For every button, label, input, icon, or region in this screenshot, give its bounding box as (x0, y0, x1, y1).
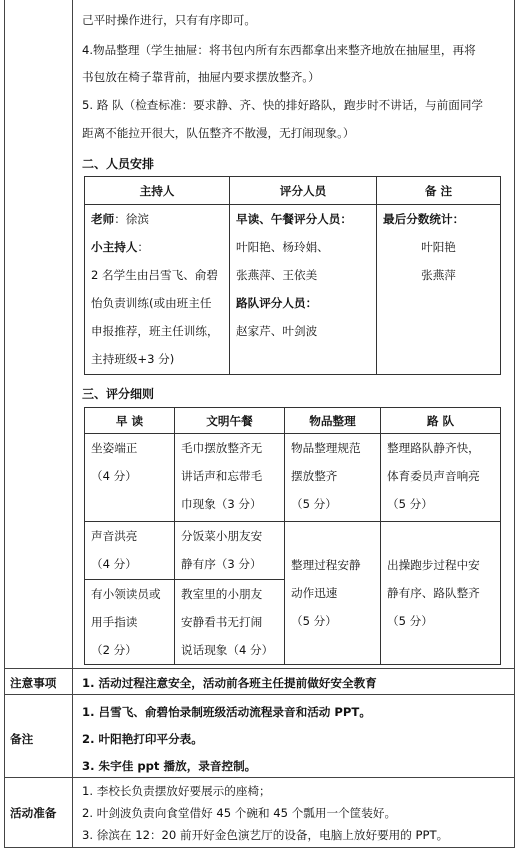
remarks-item: 1. 吕雪飞、俞碧怡录制班级活动流程录音和活动 PPT。 (82, 705, 371, 719)
prep-top-border (4, 777, 515, 778)
criterion-points: （4 分） (91, 469, 137, 483)
criterion-points: （2 分） (91, 643, 137, 657)
criterion-text: 毛巾摆放整齐无 (181, 441, 263, 455)
right-border (514, 0, 515, 848)
criterion-text: 有小领读员或 (91, 587, 161, 601)
criterion-points: （5 分） (387, 497, 433, 511)
judge-names: 赵家芹、叶剑波 (236, 324, 318, 338)
section3-heading: 三、评分细则 (82, 387, 155, 401)
header-judges: 评分人员 (230, 177, 377, 205)
criterion-text: 出操跑步过程中安 (387, 558, 480, 572)
lunch-b (175, 522, 285, 580)
judge-names: 张燕萍、王依美 (236, 268, 318, 282)
stats-name: 张燕萍 (421, 268, 456, 282)
criterion-text: 摆放整齐 (291, 469, 338, 483)
intro-line-1: 己平时操作进行，只有有序即可。 (82, 13, 256, 27)
criterion-points: （5 分） (387, 614, 433, 628)
criterion-text: 整理过程安静 (291, 558, 361, 572)
header-queue: 路 队 (381, 408, 501, 434)
lunch-c (175, 580, 285, 665)
notice-text: 1. 活动过程注意安全，活动前各班主任提前做好安全教育 (82, 676, 377, 690)
reading-c (85, 580, 175, 665)
host-cell (85, 205, 230, 375)
stats-name: 叶阳艳 (421, 240, 456, 254)
queue-judges-title: 路队评分人员： (236, 296, 318, 310)
criterion-text: 物品整理规范 (291, 441, 361, 455)
mc-line (85, 233, 229, 261)
criterion-points: （5 分） (291, 614, 337, 628)
judge-names: 叶阳艳、杨玲娟、 (236, 240, 329, 254)
item5-line-a: 5. 路 队（检查标准：要求静、齐、快的排好路队，跑步时不讲话，与前面同学 (82, 98, 484, 112)
mc-label: 小主持人 (91, 240, 138, 254)
criterion-text: 分饭菜小朋友安 (181, 529, 263, 543)
bottom-border (4, 847, 515, 848)
teacher-name: ：徐滨 (114, 212, 149, 226)
criterion-points: （5 分） (291, 497, 337, 511)
teacher-label: 老师 (91, 212, 115, 226)
item4-line-a: 4.物品整理（学生抽屉：将书包内所有东西都拿出来整齐地放在抽屉里，再将 (82, 43, 476, 57)
prep-item: 1. 李校长负责摆放好要展示的座椅； (82, 784, 271, 798)
prep-item: 3. 徐滨在 12：20 前开好金色演艺厅的设备，电脑上放好要用的 PPT。 (82, 828, 449, 842)
score-stats-title: 最后分数统计： (383, 212, 465, 226)
prep-item: 2. 叶剑波负责向食堂借好 45 个碗和 45 个瓢用一个筐装好。 (82, 806, 397, 820)
reading-b (85, 522, 175, 580)
criterion-text: 动作迅速 (291, 586, 338, 600)
queue-b (381, 522, 501, 665)
remarks-item: 3. 朱宇佳 ppt 播放，录音控制。 (82, 759, 257, 773)
items-a (285, 434, 381, 522)
remarks-label: 备注 (10, 732, 34, 746)
criterion-points: （4 分） (91, 557, 137, 571)
criterion-text: 讲话声和忘带毛 (181, 469, 263, 483)
host-detail: 怡负责训练(或由班主任 (91, 296, 212, 310)
notes-cell (377, 205, 501, 375)
lunch-a (175, 434, 285, 522)
remarks-item: 2. 叶阳艳打印平分表。 (82, 732, 203, 746)
host-detail: 2 名学生由吕雪飞、俞碧 (91, 268, 218, 282)
criterion-text: 体育委员声音响亮 (387, 469, 480, 483)
item5-line-b: 距离不能拉开很大，队伍整齐不散漫，无打闹现象。） (82, 126, 355, 140)
header-lunch: 文明午餐 (175, 408, 285, 434)
remarks-top-border (4, 694, 515, 695)
notice-top-border (4, 668, 515, 669)
meal-judges-title: 早读、午餐评分人员： (236, 212, 352, 226)
items-b (285, 522, 381, 665)
criterion-points: 说话现象（4 分） (181, 643, 274, 657)
criterion-text: 用手指读 (91, 615, 138, 629)
queue-a (381, 434, 501, 522)
header-host: 主持人 (85, 177, 230, 205)
criterion-text: 教室里的小朋友 (181, 587, 263, 601)
host-detail: 主持班级+3 分) (91, 352, 175, 366)
header-reading: 早 读 (85, 408, 175, 434)
header-items: 物品整理 (285, 408, 381, 434)
prep-label: 活动准备 (10, 806, 57, 820)
criterion-text: 声音洪亮 (91, 529, 138, 543)
judges-cell (230, 205, 377, 375)
criterion-points: 巾现象（3 分） (181, 497, 262, 511)
criterion-text: 整理路队静齐快， (387, 441, 480, 455)
host-detail: 申报推荐，班主任训练， (91, 324, 219, 338)
criterion-text: 安静看书无打闹 (181, 615, 263, 629)
criterion-text: 坐姿端正 (91, 441, 138, 455)
criterion-points: 静有序（3 分） (181, 557, 262, 571)
header-notes: 备 注 (377, 177, 501, 205)
teacher-line (85, 205, 229, 233)
criterion-text: 静有序、路队整齐 (387, 586, 480, 600)
staff-table (84, 176, 501, 375)
item4-line-b: 书包放在椅子靠背前，抽屉内要求摆放整齐。） (82, 70, 320, 84)
label-column-divider (72, 0, 73, 848)
notice-label: 注意事项 (10, 676, 57, 690)
scoring-table (84, 407, 501, 665)
left-border (4, 0, 5, 848)
section2-heading: 二、人员安排 (82, 157, 155, 171)
mc-colon: ： (137, 240, 149, 254)
reading-a (85, 434, 175, 522)
